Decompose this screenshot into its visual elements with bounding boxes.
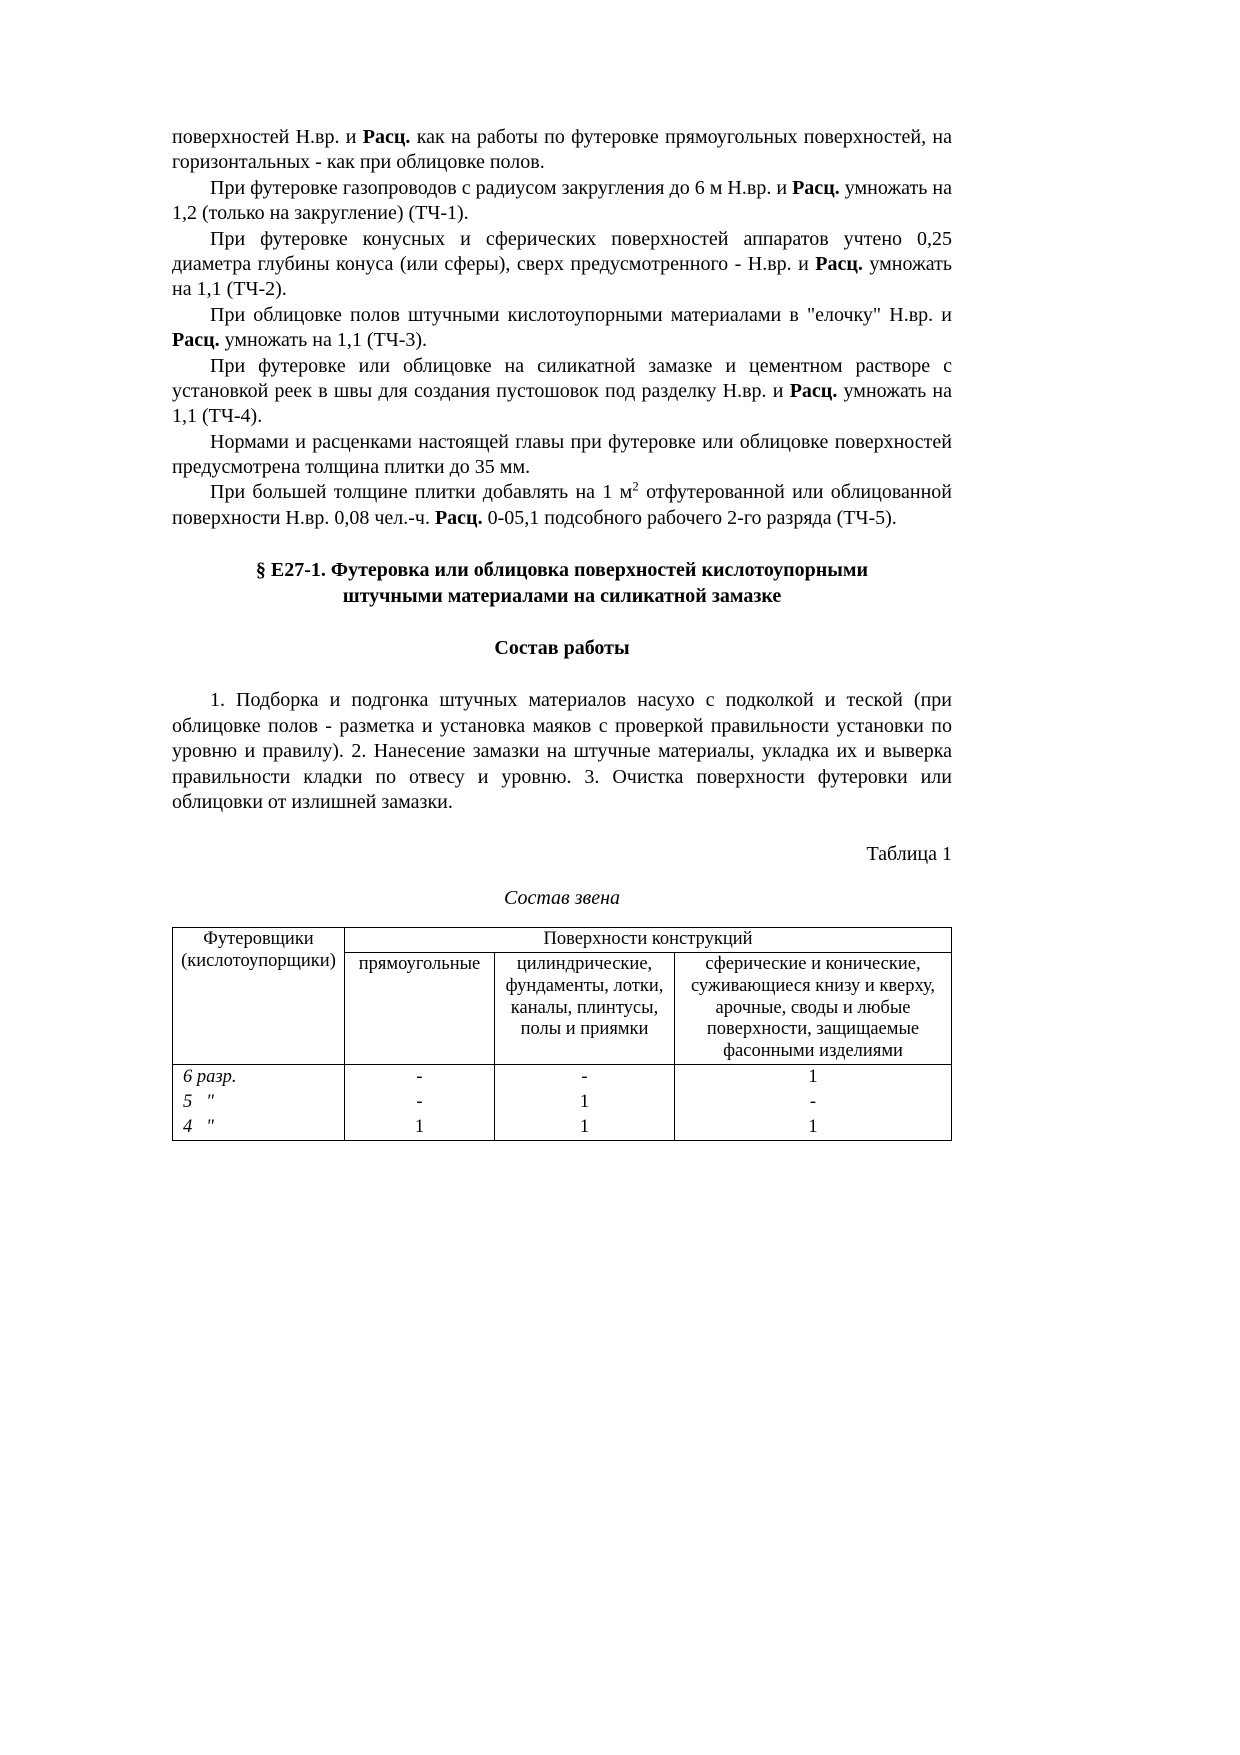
paragraph-tch2 — [172, 227, 952, 303]
text-run: При футеровке газопроводов с радиусом закругления до 6 м Н.вр. и — [210, 176, 793, 199]
value-cell-sph: - — [675, 1090, 952, 1115]
text-run: отфутерованной или облицованной поверхности Н.вр. 0,08 чел.-ч. — [172, 481, 953, 529]
text-run: При футеровке или облицовке на силикатной замазке и цементном растворе с установкой реек в швы для создания пустошовок под разделку Н.вр. и — [172, 354, 952, 402]
section-heading — [172, 558, 952, 609]
value-cell-cyl: 1 — [495, 1115, 675, 1140]
text-run: Нормами и расценками настоящей главы при футеровке или облицовке поверхностей предусмотрена толщина плитки до 35 мм. — [172, 430, 952, 479]
value-cell-cyl: 1 — [495, 1090, 675, 1115]
text-run: умножать на 1,1 (ТЧ-2). — [172, 252, 952, 301]
worker-grade-cell: 4 " — [173, 1115, 345, 1140]
value-cell-sph: 1 — [675, 1115, 952, 1140]
column-header-rectangular: прямоугольные — [345, 952, 495, 1064]
rate-abbrev-bold: Расц. — [362, 126, 411, 148]
value-cell-sph: 1 — [675, 1065, 952, 1090]
paragraph-tch3 — [172, 303, 952, 354]
table-row — [173, 1090, 952, 1115]
crew-composition-table — [172, 927, 952, 1140]
column-header-cylindrical: цилиндрические, фундаменты, лотки, каналы, плинтусы, полы и приямки — [495, 952, 675, 1064]
rate-abbrev-bold: Расц. — [815, 252, 863, 275]
text-run: поверхностей Н.вр. и — [172, 126, 363, 148]
section-heading-line1: § Е27-1. Футеровка или облицовка поверхностей кислотоупорными — [255, 559, 869, 582]
text-run: При футеровке конусных и сферических поверхностей аппаратов учтено 0,25 диаметра глубины конуса (или сферы), сверх предусмотренного - Н.вр. и — [172, 227, 952, 275]
column-header-workers: Футеровщики (кислотоупорщики) — [173, 928, 345, 1065]
column-header-spherical: сферические и конические, суживающиеся книзу и кверху, арочные, своды и любые поверхности, защищаемые фасонными изделиями — [675, 952, 952, 1064]
rate-abbrev-bold: Расц. — [434, 506, 483, 529]
worker-grade-cell: 5 " — [173, 1090, 345, 1115]
value-cell-rect: 1 — [345, 1115, 495, 1140]
value-cell-cyl: - — [495, 1065, 675, 1090]
work-composition-heading: Состав работы — [494, 637, 630, 660]
paragraph-tch4 — [172, 354, 952, 430]
paragraph-tch5 — [172, 480, 952, 531]
table-title: Состав звена — [503, 886, 620, 909]
text-run: умножать на 1,2 (только на закругление) (ТЧ-1). — [172, 176, 952, 225]
value-cell-rect: - — [345, 1090, 495, 1115]
paragraph-tile-thickness — [172, 430, 952, 481]
work-composition-text: 1. Подборка и подгонка штучных материалов насухо с подколкой и теской (при облицовке полов - разметка и установка маяков с проверкой правильности установки по уровню и правилу). 2. Нанесение замазки на штучные материалы, укладка их и выверка правильности кладки по отвесу и уровню. 3. Очистка поверхности футеровки или облицовки от излишней замазки. — [172, 689, 952, 813]
section-heading-line2: штучными материалами на силикатной замазке — [342, 584, 782, 607]
text-run: При облицовке полов штучными кислотоупорными материалами в "елочку" Н.вр. и — [210, 303, 952, 326]
rate-abbrev-bold: Расц. — [789, 379, 838, 402]
table-row — [173, 1115, 952, 1140]
text-run: 0-05,1 подсобного рабочего 2-го разряда (ТЧ-5). — [482, 506, 897, 529]
text-run: как на работы по футеровке прямоугольных поверхностей, на горизонтальных - как при облицовке полов. — [172, 126, 952, 174]
paragraph-tch1 — [172, 176, 952, 227]
table-row — [173, 1065, 952, 1090]
rate-abbrev-bold: Расц. — [792, 176, 840, 199]
text-run: При большей толщине плитки добавлять на 1 м — [210, 481, 633, 504]
superscript-square: 2 — [632, 478, 639, 494]
table-header-row-group — [173, 928, 952, 953]
text-run: умножать на 1,1 (ТЧ-4). — [172, 379, 953, 428]
table-caption: Таблица 1 — [866, 843, 952, 866]
worker-grade-cell: 6 разр. — [173, 1065, 345, 1090]
value-cell-rect: - — [345, 1065, 495, 1090]
text-run: умножать на 1,1 (ТЧ-3). — [219, 329, 428, 352]
paragraph-continuation — [172, 125, 952, 176]
rate-abbrev-bold: Расц. — [172, 329, 220, 352]
column-header-surfaces-group: Поверхности конструкций — [345, 928, 952, 953]
